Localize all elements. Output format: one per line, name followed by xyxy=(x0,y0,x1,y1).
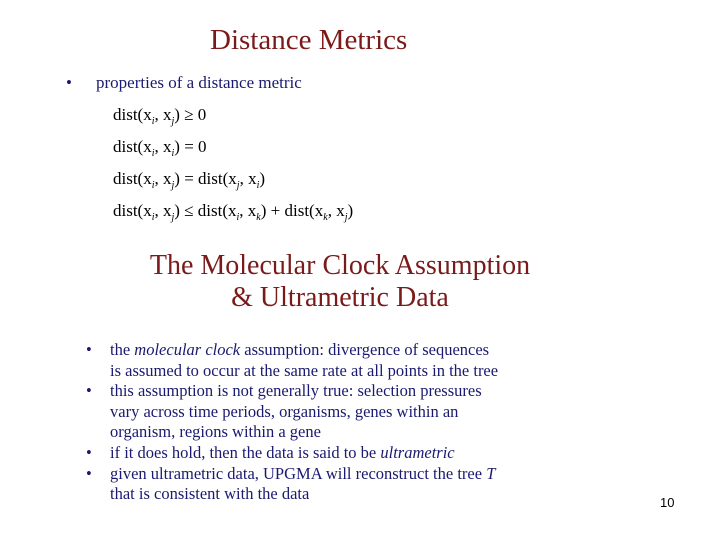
bullet-dot: • xyxy=(86,381,92,401)
section-heading-line1: The Molecular Clock Assumption xyxy=(149,250,531,281)
page-number: 10 xyxy=(660,495,675,510)
bullet-ultrametric: • if it does hold, then the data is said to be ultrametric xyxy=(86,442,455,462)
formula-identity: $dist(x_i$, $x_i) = 0$ xyxy=(113,137,207,159)
bullet-dot: • xyxy=(86,463,92,483)
bullet-dot: • xyxy=(86,442,92,462)
formula-symmetry: $dist(x_i$, $x_j$) = $dist(x_j$, $x_i$) xyxy=(113,169,266,191)
section-heading-line2: & Ultrametric Data xyxy=(231,282,449,313)
formula-list xyxy=(113,104,533,232)
bullet-dot: • xyxy=(66,73,72,92)
formula-triangle-inequality: $dist(x_i$, $x_j$) ≤ $dist(x_i$, $x_k$) + $dist(x_k$, $x_j$) xyxy=(113,201,354,223)
slide-title: Distance Metrics xyxy=(210,24,408,56)
intro-bullet-text: properties of a distance metric xyxy=(96,73,302,92)
formula-nonnegativity: $dist(x_i$, $x_j) \ge 0$ xyxy=(113,105,207,127)
bullet-not-generally-true: • this assumption is not generally true: selection pressures vary across time periods, organisms, genes within an organism, regions within a gene xyxy=(86,381,482,442)
bullet-list xyxy=(86,340,626,505)
bullet-upgma: • given ultrametric data, UPGMA will reconstruct the tree T that is consistent with the data xyxy=(86,463,496,504)
section-heading xyxy=(60,250,620,314)
bullet-molecular-clock: • the molecular clock assumption: divergence of sequences is assumed to occur at the same rate at all points in the tree xyxy=(86,340,499,380)
bullet-dot: • xyxy=(86,340,92,359)
